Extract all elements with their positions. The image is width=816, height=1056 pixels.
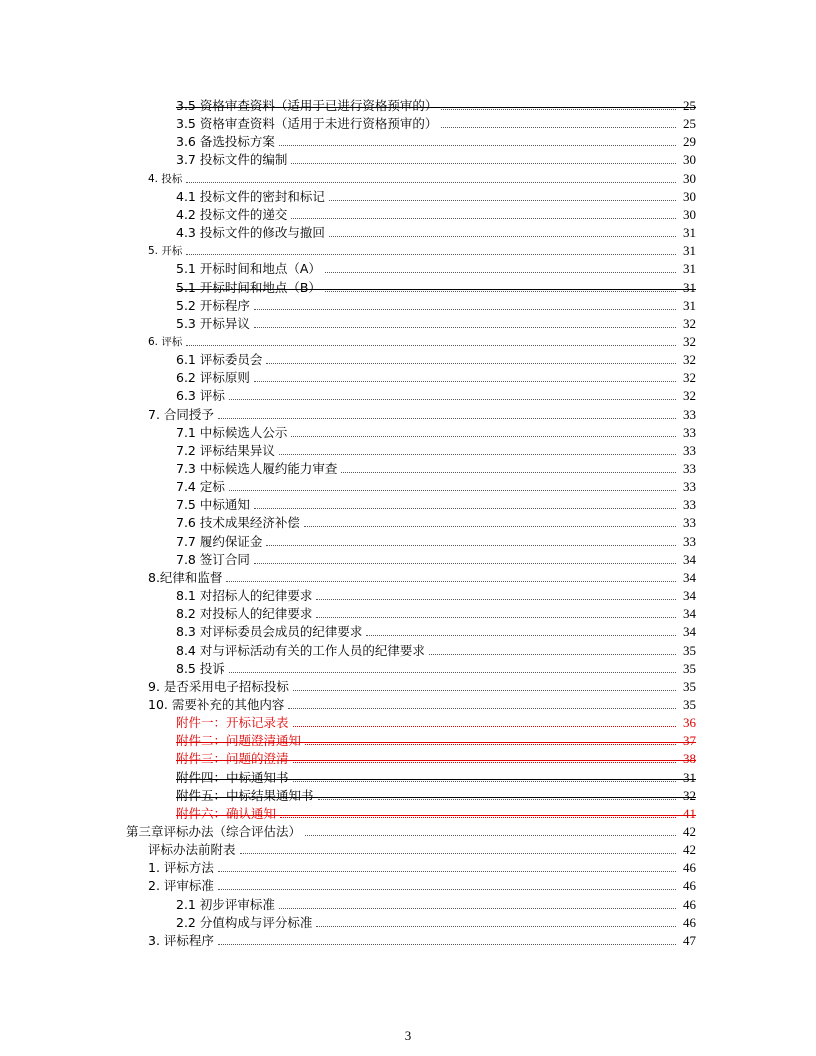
toc-entry-page: 42 xyxy=(683,842,696,858)
toc-entry-page: 30 xyxy=(683,206,696,222)
toc-entry-title: 1. 评标方法 xyxy=(148,860,214,876)
toc-entry[interactable] xyxy=(176,150,696,168)
toc-entry-page: 25 xyxy=(683,116,696,132)
toc-entry-page: 46 xyxy=(683,860,696,876)
toc-entry-title: 3.5 资格审查资料（适用于未进行资格预审的） xyxy=(176,116,438,132)
dot-leader xyxy=(218,944,676,945)
toc-entry-page: 31 xyxy=(683,261,696,277)
dot-leader xyxy=(240,853,676,854)
toc-entry-page: 25 xyxy=(683,98,696,113)
toc-entry-title: 2.1 初步评审标准 xyxy=(176,896,275,912)
toc-entry-title: 附件四：中标通知书 xyxy=(176,769,289,785)
toc-entry-page: 31 xyxy=(683,243,696,259)
toc-entry-page: 32 xyxy=(683,333,696,349)
toc-entry[interactable] xyxy=(176,586,696,604)
toc-entry[interactable] xyxy=(176,205,696,223)
dot-leader xyxy=(325,291,676,292)
toc-entry-title: 8.4 对与评标活动有关的工作人员的纪律要求 xyxy=(176,642,425,658)
toc-entry[interactable] xyxy=(176,786,696,804)
toc-entry-title: 7.4 定标 xyxy=(176,479,225,495)
toc-entry-page: 31 xyxy=(683,279,696,295)
toc-entry[interactable] xyxy=(176,895,696,913)
toc-entry[interactable] xyxy=(176,386,696,404)
toc-entry-page: 32 xyxy=(683,315,696,331)
toc-entry-title: 7.6 技术成果经济补偿 xyxy=(176,515,300,531)
dot-leader xyxy=(366,635,676,636)
toc-entry-title: 8.纪律和监督 xyxy=(148,569,223,585)
dot-leader xyxy=(229,399,676,400)
toc-entry[interactable] xyxy=(176,604,696,622)
dot-leader xyxy=(279,908,676,909)
toc-entry-page: 36 xyxy=(683,715,696,731)
toc-entry-page: 34 xyxy=(683,551,696,567)
toc-entry-title: 7.7 履约保证金 xyxy=(176,533,263,549)
toc-entry-title: 4.1 投标文件的密封和标记 xyxy=(176,188,325,204)
toc-entry-title: 3.5 资格审查资料（适用于已进行资格预审的） xyxy=(176,98,438,113)
dot-leader xyxy=(218,889,676,890)
toc-entry[interactable] xyxy=(148,677,696,695)
toc-entry[interactable] xyxy=(176,259,696,277)
dot-leader xyxy=(266,545,676,546)
dot-leader xyxy=(293,690,676,691)
toc-entry-page: 33 xyxy=(683,533,696,549)
toc-entry-title: 10. 需要补充的其他内容 xyxy=(148,696,285,712)
toc-entry-title: 5.1 开标时间和地点（A） xyxy=(176,261,321,277)
dot-leader xyxy=(280,817,676,818)
toc-entry[interactable] xyxy=(176,114,696,132)
toc-entry[interactable] xyxy=(176,913,696,931)
dot-leader xyxy=(218,871,676,872)
toc-entry-title: 4.2 投标文件的递交 xyxy=(176,206,288,222)
toc-entry-page: 31 xyxy=(683,297,696,313)
toc-entry[interactable] xyxy=(176,622,696,640)
toc-entry[interactable] xyxy=(148,695,696,713)
toc-entry-page: 35 xyxy=(683,696,696,712)
dot-leader xyxy=(279,454,676,455)
toc-entry-page: 33 xyxy=(683,497,696,513)
toc-entry[interactable] xyxy=(176,713,696,731)
toc-entry-page: 35 xyxy=(683,678,696,694)
dot-leader xyxy=(226,581,676,582)
toc-entry[interactable] xyxy=(176,368,696,386)
dot-leader xyxy=(293,762,676,763)
toc-entry-page: 42 xyxy=(683,824,696,839)
dot-leader xyxy=(186,254,676,255)
toc-entry-page: 35 xyxy=(683,642,696,658)
dot-leader xyxy=(254,381,676,382)
dot-leader xyxy=(329,200,676,201)
toc-entry-page: 41 xyxy=(683,805,696,821)
toc-entry-title: 6.1 评标委员会 xyxy=(176,352,263,368)
toc-entry[interactable] xyxy=(148,931,696,949)
toc-entry-title: 附件一：开标记录表 xyxy=(176,715,289,731)
toc-entry-title: 8.1 对招标人的纪律要求 xyxy=(176,588,313,604)
dot-leader xyxy=(254,508,676,509)
dot-leader xyxy=(316,926,676,927)
toc-entry-title: 6. 评标 xyxy=(148,335,183,348)
dot-leader xyxy=(341,472,676,473)
toc-entry[interactable] xyxy=(126,822,696,840)
toc-entry[interactable] xyxy=(176,96,696,114)
toc-entry-page: 33 xyxy=(683,424,696,440)
toc-entry-title: 第三章评标办法（综合评估法） xyxy=(126,824,302,839)
toc-entry[interactable] xyxy=(148,840,696,858)
dot-leader xyxy=(254,327,676,328)
dot-leader xyxy=(441,127,676,128)
dot-leader xyxy=(186,182,676,183)
toc-entry-page: 32 xyxy=(683,787,696,803)
toc-entry[interactable] xyxy=(176,495,696,513)
dot-leader xyxy=(429,654,676,655)
toc-entry-title: 2.2 分值构成与评分标准 xyxy=(176,914,313,930)
toc-entry-page: 30 xyxy=(683,170,696,186)
toc-entry-page: 34 xyxy=(683,588,696,604)
toc-entry-title: 4.3 投标文件的修改与撤回 xyxy=(176,225,325,241)
toc-entry-page: 33 xyxy=(683,406,696,422)
toc-entry-page: 30 xyxy=(683,152,696,168)
dot-leader xyxy=(279,145,676,146)
toc-entry[interactable] xyxy=(176,804,696,822)
toc-entry-page: 33 xyxy=(683,461,696,476)
toc-entry[interactable] xyxy=(148,876,696,894)
toc-entry-title: 6.3 评标 xyxy=(176,388,225,404)
dot-leader xyxy=(441,109,676,110)
toc-entry[interactable] xyxy=(176,187,696,205)
dot-leader xyxy=(329,236,676,237)
toc-entry[interactable] xyxy=(176,659,696,677)
toc-entry[interactable] xyxy=(176,731,696,749)
toc-entry[interactable] xyxy=(148,405,696,423)
toc-entry-page: 29 xyxy=(683,134,696,150)
toc-entry-title: 7. 合同授予 xyxy=(148,406,214,422)
toc-entry-page: 46 xyxy=(683,878,696,894)
toc-entry-title: 8.2 对投标人的纪律要求 xyxy=(176,606,313,622)
toc-entry-page: 30 xyxy=(683,188,696,204)
dot-leader xyxy=(291,218,676,219)
toc-entry[interactable] xyxy=(148,241,696,259)
dot-leader xyxy=(304,526,676,527)
toc-entry-page: 34 xyxy=(683,569,696,585)
dot-leader xyxy=(318,799,676,800)
toc-entry-title: 7.5 中标通知 xyxy=(176,497,250,513)
toc-entry-title: 附件五：中标结果通知书 xyxy=(176,787,314,803)
dot-leader xyxy=(288,708,676,709)
dot-leader xyxy=(316,617,676,618)
toc-entry-page: 46 xyxy=(683,914,696,930)
toc-entry[interactable] xyxy=(176,513,696,531)
toc-entry[interactable] xyxy=(148,332,696,350)
dot-leader xyxy=(229,490,676,491)
toc-entry[interactable] xyxy=(148,858,696,876)
toc-entry[interactable] xyxy=(148,568,696,586)
toc-entry-page: 38 xyxy=(683,751,696,767)
toc-entry-title: 3. 评标程序 xyxy=(148,932,214,948)
dot-leader xyxy=(186,345,676,346)
toc-entry-title: 4. 投标 xyxy=(148,172,183,185)
toc-entry-page: 32 xyxy=(683,370,696,386)
toc-entry[interactable] xyxy=(176,768,696,786)
toc-entry[interactable] xyxy=(176,423,696,441)
toc-entry-title: 5. 开标 xyxy=(148,245,183,258)
toc-entry-title: 附件二：问题澄清通知 xyxy=(176,733,302,749)
dot-leader xyxy=(291,163,676,164)
toc-entry-page: 35 xyxy=(683,660,696,676)
toc-entry-page: 31 xyxy=(683,225,696,241)
dot-leader xyxy=(293,781,676,782)
toc-entry-title: 8.5 投诉 xyxy=(176,660,225,676)
dot-leader xyxy=(229,672,676,673)
toc-entry-title: 9. 是否采用电子招标投标 xyxy=(148,678,289,694)
toc-entry[interactable] xyxy=(176,477,696,495)
page-number: 3 xyxy=(404,1028,412,1043)
toc-entry-title: 8.3 对评标委员会成员的纪律要求 xyxy=(176,624,363,640)
dot-leader xyxy=(291,436,676,437)
toc-entry-title: 2. 评审标准 xyxy=(148,878,214,894)
toc-entry-title: 7.3 中标候选人履约能力审查 xyxy=(176,461,338,476)
toc-entry[interactable] xyxy=(148,169,696,187)
toc-entry-page: 46 xyxy=(683,896,696,912)
toc-entry-title: 3.6 备选投标方案 xyxy=(176,134,275,150)
toc-entry[interactable] xyxy=(176,749,696,767)
toc-entry[interactable] xyxy=(176,350,696,368)
toc-entry[interactable] xyxy=(176,296,696,314)
toc-entry-page: 47 xyxy=(683,932,696,948)
dot-leader xyxy=(316,599,676,600)
dot-leader xyxy=(325,272,676,273)
toc-entry-page: 37 xyxy=(683,733,696,749)
toc-entry-title: 3.7 投标文件的编制 xyxy=(176,152,288,168)
toc-entry-title: 7.1 中标候选人公示 xyxy=(176,424,288,440)
toc-entry-page: 33 xyxy=(683,442,696,458)
toc-entry-page: 34 xyxy=(683,624,696,640)
toc-entry[interactable] xyxy=(176,441,696,459)
toc-entry-title: 5.3 开标异议 xyxy=(176,315,250,331)
toc-entry-title: 7.8 签订合同 xyxy=(176,551,250,567)
toc-entry[interactable] xyxy=(176,314,696,332)
toc-entry-page: 33 xyxy=(683,515,696,531)
toc-entry-title: 附件六：确认通知 xyxy=(176,805,277,821)
toc-entry-title: 7.2 评标结果异议 xyxy=(176,442,275,458)
dot-leader xyxy=(254,563,676,564)
dot-leader xyxy=(305,744,676,745)
toc-entry-title: 6.2 评标原则 xyxy=(176,370,250,386)
toc-entry-page: 31 xyxy=(683,769,696,785)
dot-leader xyxy=(254,309,676,310)
toc-entry[interactable] xyxy=(176,132,696,150)
toc-entry-title: 5.1 开标时间和地点（B） xyxy=(176,279,321,295)
dot-leader xyxy=(293,726,676,727)
dot-leader xyxy=(266,363,676,364)
toc-entry[interactable] xyxy=(176,550,696,568)
dot-leader xyxy=(218,418,676,419)
toc-entry-title: 5.2 开标程序 xyxy=(176,297,250,313)
toc-entry-page: 34 xyxy=(683,606,696,622)
dot-leader xyxy=(305,835,676,836)
toc-entry-title: 评标办法前附表 xyxy=(148,842,236,858)
toc-entry-title: 附件三：问题的澄清 xyxy=(176,751,289,767)
toc-entry[interactable] xyxy=(176,532,696,550)
toc-entry-page: 32 xyxy=(683,352,696,368)
toc-entry-page: 33 xyxy=(683,479,696,495)
toc-entry[interactable] xyxy=(176,641,696,659)
toc-entry[interactable] xyxy=(176,278,696,296)
toc-entry-page: 32 xyxy=(683,388,696,404)
toc-entry[interactable] xyxy=(176,223,696,241)
toc-entry[interactable] xyxy=(176,459,696,477)
